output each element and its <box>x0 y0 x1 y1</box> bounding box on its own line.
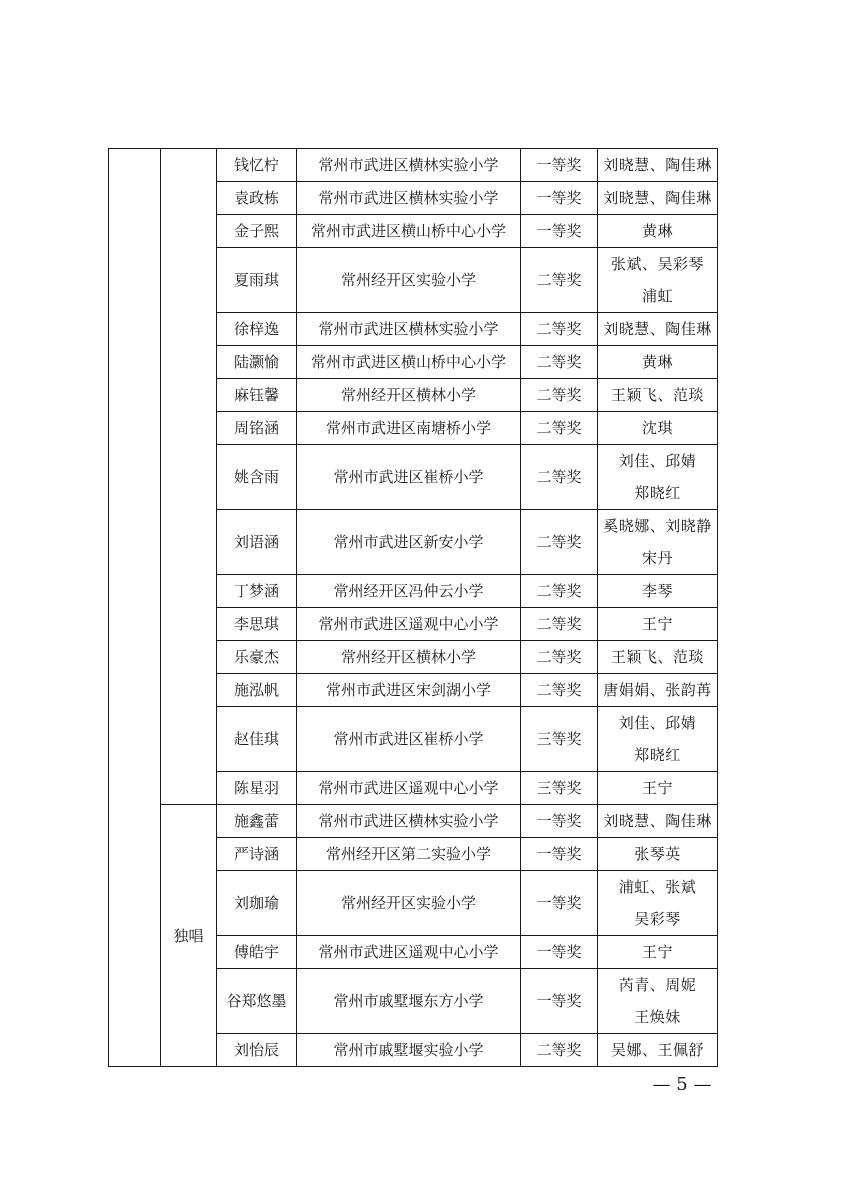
name-cell: 刘语涵 <box>217 510 297 575</box>
teacher-line: 刘佳、邱婧 <box>618 452 697 470</box>
teacher-line: 王宁 <box>641 779 673 797</box>
name-cell: 金子熙 <box>217 215 297 248</box>
school-cell: 常州市武进区崔桥小学 <box>297 445 521 510</box>
teacher-cell <box>598 215 718 248</box>
teacher-line: 宋丹 <box>641 549 673 567</box>
award-table <box>108 148 718 1067</box>
award-cell: 二等奖 <box>521 379 598 412</box>
teacher-cell <box>598 445 718 510</box>
name-cell: 夏雨琪 <box>217 248 297 313</box>
teacher-line: 王颖飞、范琰 <box>610 386 704 404</box>
award-cell: 一等奖 <box>521 871 598 936</box>
name-cell: 陆灏愉 <box>217 346 297 379</box>
teacher-cell <box>598 1034 718 1067</box>
name-cell: 陈星羽 <box>217 772 297 805</box>
teacher-line: 吴彩琴 <box>634 910 681 928</box>
school-cell: 常州市武进区横林实验小学 <box>297 182 521 215</box>
name-cell: 严诗涵 <box>217 838 297 871</box>
teacher-cell <box>598 707 718 772</box>
award-cell: 二等奖 <box>521 510 598 575</box>
teacher-line: 刘晓慧、陶佳琳 <box>603 812 712 830</box>
teacher-line: 王宁 <box>641 615 673 633</box>
school-cell: 常州市戚墅堰实验小学 <box>297 1034 521 1067</box>
teacher-cell <box>598 608 718 641</box>
school-cell: 常州经开区实验小学 <box>297 248 521 313</box>
name-cell: 施鑫蕾 <box>217 805 297 838</box>
name-cell: 徐梓逸 <box>217 313 297 346</box>
award-cell: 一等奖 <box>521 215 598 248</box>
name-cell: 丁梦涵 <box>217 575 297 608</box>
teacher-cell <box>598 182 718 215</box>
school-cell: 常州市武进区横林实验小学 <box>297 313 521 346</box>
teacher-line: 吴娜、王佩舒 <box>610 1041 704 1059</box>
teacher-line: 刘晓慧、陶佳琳 <box>603 156 712 174</box>
teacher-cell <box>598 871 718 936</box>
teacher-cell <box>598 412 718 445</box>
outer-category-cell <box>109 149 161 1067</box>
school-cell: 常州市武进区南塘桥小学 <box>297 412 521 445</box>
teacher-line: 奚晓娜、刘晓静 <box>603 517 712 535</box>
school-cell: 常州经开区实验小学 <box>297 871 521 936</box>
award-cell: 二等奖 <box>521 248 598 313</box>
teacher-line: 芮青、周妮 <box>618 976 697 994</box>
teacher-cell <box>598 575 718 608</box>
name-cell: 李思琪 <box>217 608 297 641</box>
teacher-line: 王宁 <box>641 943 673 961</box>
name-cell: 刘怡辰 <box>217 1034 297 1067</box>
teacher-cell <box>598 674 718 707</box>
award-cell: 二等奖 <box>521 313 598 346</box>
school-cell: 常州市戚墅堰东方小学 <box>297 969 521 1034</box>
award-cell: 二等奖 <box>521 641 598 674</box>
award-cell: 一等奖 <box>521 149 598 182</box>
teacher-line: 王颖飞、范琰 <box>610 648 704 666</box>
teacher-line: 刘佳、邱婧 <box>618 714 697 732</box>
award-cell: 二等奖 <box>521 608 598 641</box>
name-cell: 姚含雨 <box>217 445 297 510</box>
award-cell: 一等奖 <box>521 805 598 838</box>
teacher-cell <box>598 510 718 575</box>
award-cell: 三等奖 <box>521 772 598 805</box>
teacher-line: 王焕妹 <box>634 1008 681 1026</box>
name-cell: 施泓帆 <box>217 674 297 707</box>
teacher-cell <box>598 936 718 969</box>
teacher-line: 郑晓红 <box>634 746 681 764</box>
name-cell: 周铭涵 <box>217 412 297 445</box>
school-cell: 常州经开区第二实验小学 <box>297 838 521 871</box>
teacher-cell <box>598 346 718 379</box>
name-cell: 傅皓宇 <box>217 936 297 969</box>
name-cell: 袁政栋 <box>217 182 297 215</box>
teacher-cell <box>598 969 718 1034</box>
school-cell: 常州经开区横林小学 <box>297 641 521 674</box>
award-cell: 二等奖 <box>521 445 598 510</box>
award-cell: 三等奖 <box>521 707 598 772</box>
teacher-line: 张斌、吴彩琴 <box>610 255 704 273</box>
school-cell: 常州市武进区宋剑湖小学 <box>297 674 521 707</box>
school-cell: 常州市武进区横林实验小学 <box>297 805 521 838</box>
teacher-line: 沈琪 <box>641 419 673 437</box>
school-cell: 常州市武进区横山桥中心小学 <box>297 215 521 248</box>
teacher-cell <box>598 248 718 313</box>
award-cell: 二等奖 <box>521 346 598 379</box>
teacher-cell <box>598 838 718 871</box>
school-cell: 常州经开区冯仲云小学 <box>297 575 521 608</box>
school-cell: 常州市武进区遥观中心小学 <box>297 608 521 641</box>
award-cell: 二等奖 <box>521 1034 598 1067</box>
teacher-line: 刘晓慧、陶佳琳 <box>603 189 712 207</box>
school-cell: 常州市武进区新安小学 <box>297 510 521 575</box>
category-cell: 独唱 <box>161 805 217 1067</box>
teacher-cell <box>598 805 718 838</box>
page-number: — 5 — <box>652 1074 712 1095</box>
name-cell: 刘珈瑜 <box>217 871 297 936</box>
table-row <box>109 149 718 182</box>
name-cell: 乐豪杰 <box>217 641 297 674</box>
teacher-line: 浦虹 <box>641 287 673 305</box>
name-cell: 钱忆柠 <box>217 149 297 182</box>
school-cell: 常州市武进区横林实验小学 <box>297 149 521 182</box>
teacher-line: 黄琳 <box>641 222 673 240</box>
school-cell: 常州市武进区崔桥小学 <box>297 707 521 772</box>
award-cell: 一等奖 <box>521 838 598 871</box>
award-cell: 一等奖 <box>521 969 598 1034</box>
teacher-line: 浦虹、张斌 <box>618 878 697 896</box>
category-cell <box>161 149 217 805</box>
award-cell: 一等奖 <box>521 182 598 215</box>
table-body <box>109 149 718 1067</box>
teacher-line: 刘晓慧、陶佳琳 <box>603 320 712 338</box>
teacher-line: 黄琳 <box>641 353 673 371</box>
award-cell: 二等奖 <box>521 575 598 608</box>
teacher-cell <box>598 313 718 346</box>
school-cell: 常州市武进区横山桥中心小学 <box>297 346 521 379</box>
school-cell: 常州市武进区遥观中心小学 <box>297 772 521 805</box>
school-cell: 常州市武进区遥观中心小学 <box>297 936 521 969</box>
teacher-cell <box>598 149 718 182</box>
table-row <box>109 805 718 838</box>
teacher-cell <box>598 379 718 412</box>
teacher-line: 唐娟娟、张韵苒 <box>603 681 712 699</box>
name-cell: 谷郑悠墨 <box>217 969 297 1034</box>
award-cell: 一等奖 <box>521 936 598 969</box>
teacher-line: 李琴 <box>641 582 673 600</box>
teacher-line: 张琴英 <box>634 845 681 863</box>
award-cell: 二等奖 <box>521 412 598 445</box>
school-cell: 常州经开区横林小学 <box>297 379 521 412</box>
name-cell: 麻钰馨 <box>217 379 297 412</box>
teacher-cell <box>598 772 718 805</box>
name-cell: 赵佳琪 <box>217 707 297 772</box>
award-cell: 二等奖 <box>521 674 598 707</box>
teacher-cell <box>598 641 718 674</box>
teacher-line: 郑晓红 <box>634 484 681 502</box>
